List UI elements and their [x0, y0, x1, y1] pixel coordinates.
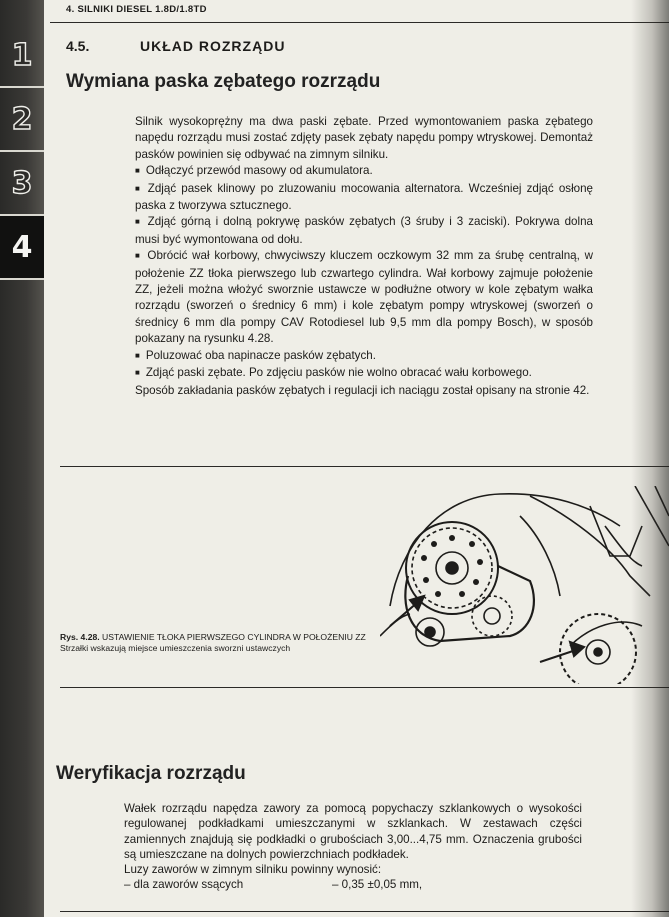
step-text: Zdjąć górną i dolną pokrywę pasków zębatych (3 śruby i 3 zaciski). Pokrywa dolna musi być wymontowana od dołu.	[135, 215, 593, 246]
bullet-step	[135, 248, 593, 347]
step-text: Obrócić wał korbowy, chwyciwszy kluczem oczkowym 32 mm za śrubę centralną, w położenie ZZ tłoka pierwszego lub czwartego cylindra. Wał korbowy zajmuje położenie ZZ, jeżeli można włożyć sworznie ustawcze w podłużne otwory w kole zębatym wałka rozrządu (sworzeń o średnicy 6 mm) i kole zębatym pompy wtryskowej (sworzeń o średnicy 6 mm dla pompy CAV Rotodiesel lub 9,5 mm dla pompy Bosch), w sposób pokazany na rysunku 4.28.	[135, 249, 593, 346]
chapter-tab-1[interactable]	[0, 24, 44, 88]
bullet-step	[135, 181, 593, 215]
clearance-value: – 0,35 ±0,05 mm,	[332, 878, 423, 892]
page-gutter-shadow	[631, 0, 669, 917]
bullet-step	[135, 163, 593, 180]
step-text: Zdjąć pasek klinowy po zluzowaniu mocowania alternatora. Wcześniej zdjąć osłonę paska z tworzywa sztucznego.	[135, 181, 593, 213]
paragraph	[124, 801, 582, 862]
paragraph-text: Wałek rozrządu napędza zawory za pomocą popychaczy szklankowych o wysokości regulowanej podkładkami umieszczanymi w szklankach. W zestawach części zamiennych znajdują się podkładki o grubościach 3,00...4,75 mm. Oznaczenia grubości są umieszczane na dolnych powierzchniach podkładek.	[124, 802, 582, 861]
clearance-label: – dla zaworów ssących	[124, 878, 244, 892]
chapter-tab-label: 1	[11, 37, 33, 73]
instructions-text	[135, 114, 593, 399]
figure-title: USTAWIENIE TŁOKA PIERWSZEGO CYLINDRA W POŁOŻENIU ZZ	[102, 632, 366, 642]
section-number: 4.5.	[66, 38, 90, 54]
paragraph	[135, 383, 593, 399]
chapter-tab-strip	[0, 0, 44, 917]
footer-rule	[60, 911, 669, 912]
heading-timing-belt-replacement: Wymiana paska zębatego rozrządu	[66, 71, 381, 92]
chapter-tab-label: 3	[11, 165, 33, 201]
chapter-tab-3[interactable]	[0, 152, 44, 216]
paragraph	[124, 862, 582, 877]
paragraph	[135, 114, 593, 163]
timing-belt-illustration	[380, 486, 669, 684]
step-text: Zdjąć paski zębate. Po zdjęciu pasków nie wolno obracać wału korbowego.	[145, 366, 532, 380]
header-rule	[50, 22, 669, 23]
figure-caption	[60, 632, 380, 654]
figure-label: Rys. 4.28.	[60, 632, 100, 642]
paragraph-text: Silnik wysokoprężny ma dwa paski zębate. Przed wymontowaniem paska zębatego napędu rozrządu musi zostać zdjęty pasek zębaty napędu pompy wtryskowej. Demontaż pasków powinien się odbywać na zimnym silniku.	[135, 115, 593, 161]
chapter-tab-label: 4	[11, 229, 33, 265]
bullet-step	[135, 365, 593, 382]
section-title: UKŁAD ROZRZĄDU	[140, 38, 286, 54]
bullet-step	[135, 348, 593, 365]
heading-timing-verification: Weryfikacja rozrządu	[56, 763, 246, 784]
chapter-tab-4[interactable]	[0, 216, 44, 280]
paragraph-text: Sposób zakładania pasków zębatych i regulacji ich naciągu został opisany na stronie 42.	[135, 383, 590, 397]
verification-text	[124, 801, 582, 893]
step-text: Poluzować oba napinacze pasków zębatych.	[145, 348, 376, 362]
section-rule	[60, 687, 669, 688]
chapter-tab-label: 2	[11, 101, 33, 137]
bullet-step	[135, 214, 593, 248]
valve-clearance-row	[124, 877, 582, 892]
running-head: 4. SILNIKI DIESEL 1.8D/1.8TD	[66, 4, 207, 15]
chapter-tab-2[interactable]	[0, 88, 44, 152]
section-rule	[60, 466, 669, 467]
step-text: Odłączyć przewód masowy od akumulatora.	[145, 164, 373, 178]
paragraph-text: Luzy zaworów w zimnym silniku powinny wynosić:	[124, 863, 382, 877]
figure-subtitle: Strzałki wskazują miejsce umieszczenia sworzni ustawczych	[60, 643, 291, 653]
